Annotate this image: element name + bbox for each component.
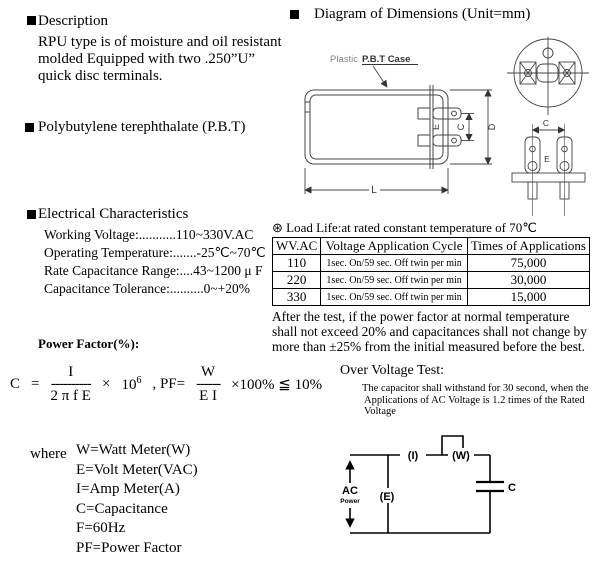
over-voltage-line: Applications of AC Voltage is 1.2 times of the Rated	[364, 394, 585, 406]
power-exponent: 6	[136, 375, 142, 386]
col-header-cycle: Voltage Application Cycle	[321, 238, 468, 255]
dim-label-D: D	[487, 123, 497, 131]
bullet-square-diagram	[290, 10, 299, 19]
table-row	[273, 289, 590, 306]
formula-fraction-pf	[196, 365, 220, 404]
dim-label-E-side: E	[431, 123, 441, 131]
fraction-denominator: 2 π f E	[50, 388, 91, 404]
where-item: I=Amp Meter(A)	[76, 481, 180, 497]
formula-fraction-capacitance	[50, 365, 90, 404]
where-item: PF=Power Factor	[76, 539, 182, 556]
over-voltage-heading: Over Voltage Test:	[340, 363, 445, 378]
diagram-heading: Diagram of Dimensions (Unit=mm)	[314, 6, 531, 22]
load-life-note-line: After the test, if the power factor at normal temperature	[272, 309, 570, 324]
test-circuit-diagram	[330, 425, 530, 553]
load-life-table	[272, 237, 590, 306]
power-base: 10	[121, 377, 137, 393]
cell-wvac: 110	[273, 255, 321, 272]
wattmeter-label: (W)	[452, 450, 470, 462]
bullet-square-electrical	[27, 210, 36, 219]
cell-wvac: 220	[273, 272, 321, 289]
where-item: W=Watt Meter(W)	[76, 442, 191, 458]
electrical-line: Capacitance Tolerance:..........0~+20%	[44, 281, 251, 296]
case-label-bold: P.B.T Case	[362, 54, 411, 65]
table-header-row	[273, 238, 590, 255]
bullet-square-pbt	[25, 123, 34, 132]
fraction-numerator: I	[68, 364, 74, 380]
capacitor-symbol	[476, 482, 504, 491]
electrical-line: Operating Temperature:.......-25℃~70℃	[44, 245, 266, 260]
load-life-note-line: shall not exceed 20% and capacitances shall not change by	[272, 324, 587, 339]
formula-times: ×	[101, 376, 111, 392]
load-life-note-line: more than ±25% from the initial measured before the best.	[272, 339, 585, 354]
capacitor-top-view	[507, 37, 589, 115]
where-label: where	[30, 446, 67, 462]
where-item: E=Volt Meter(VAC)	[76, 461, 198, 478]
power-label: Power	[340, 498, 360, 505]
ac-label: AC	[342, 485, 358, 497]
dim-label-C-front: C	[542, 118, 550, 128]
cell-cycle: 1sec. On/59 sec. Off twin per min	[321, 289, 468, 306]
case-label-arrow	[373, 66, 387, 87]
dim-label-L: L	[371, 185, 377, 196]
cell-wvac: 330	[273, 289, 321, 306]
ammeter-label: (I)	[407, 450, 419, 462]
fraction-bar: ----------	[50, 376, 91, 392]
formula-pf-equals: , PF=	[152, 376, 186, 392]
cell-times: 30,000	[467, 272, 589, 289]
fraction-denominator: E I	[199, 388, 218, 404]
capacitance-label: C	[508, 482, 516, 494]
terminal-front-view	[512, 124, 585, 216]
fraction-numerator: W	[201, 364, 216, 380]
electrical-line: Rate Capacitance Range:....43~1200 μ F	[44, 263, 263, 278]
cell-times: 15,000	[467, 289, 589, 306]
where-item: C=Capacitance	[76, 500, 168, 517]
col-header-times: Times of Applications	[467, 238, 589, 255]
description-heading: Description	[38, 13, 108, 29]
bullet-square-description	[27, 16, 36, 25]
dim-label-C-side: C	[456, 123, 466, 131]
table-row	[273, 255, 590, 272]
case-label-plain: Plastic	[330, 54, 358, 65]
cell-cycle: 1sec. On/59 sec. Off twin per min	[321, 255, 468, 272]
description-line: RPU type is of moisture and oil resistant	[38, 34, 282, 50]
power-factor-heading: Power Factor(%):	[38, 336, 140, 351]
description-line: quick disc terminals.	[38, 68, 163, 84]
formula-lhs: C	[10, 376, 21, 392]
formula-power-of-ten	[121, 375, 141, 394]
dimension-diagram	[285, 36, 600, 222]
formula-limit: ×100% ≦ 10%	[231, 377, 323, 393]
fraction-bar: ------	[196, 376, 221, 392]
cell-cycle: 1sec. On/59 sec. Off twin per min	[321, 272, 468, 289]
electrical-heading: Electrical Characteristics	[38, 206, 189, 222]
dimension-lines	[305, 90, 492, 194]
cell-times: 75,000	[467, 255, 589, 272]
voltmeter-label: (E)	[379, 491, 395, 503]
over-voltage-line: The capacitor shall withstand for 30 second, when the	[362, 383, 589, 394]
formula-equals: =	[31, 376, 40, 392]
description-line: molded Equipped with two .250”U”	[38, 51, 256, 67]
power-factor-formula	[10, 365, 322, 404]
dim-label-E-front: E	[544, 154, 550, 164]
col-header-wvac: WV.AC	[273, 238, 321, 255]
pbt-heading: Polybutylene terephthalate (P.B.T)	[38, 119, 246, 135]
where-item: F=60Hz	[76, 520, 126, 536]
over-voltage-line: Voltage	[364, 406, 396, 417]
table-row	[273, 272, 590, 289]
load-life-title: ⊛ Load Life:at rated constant temperature of 70℃	[272, 220, 537, 235]
electrical-line: Working Voltage:...........110~330V.AC	[44, 227, 254, 242]
